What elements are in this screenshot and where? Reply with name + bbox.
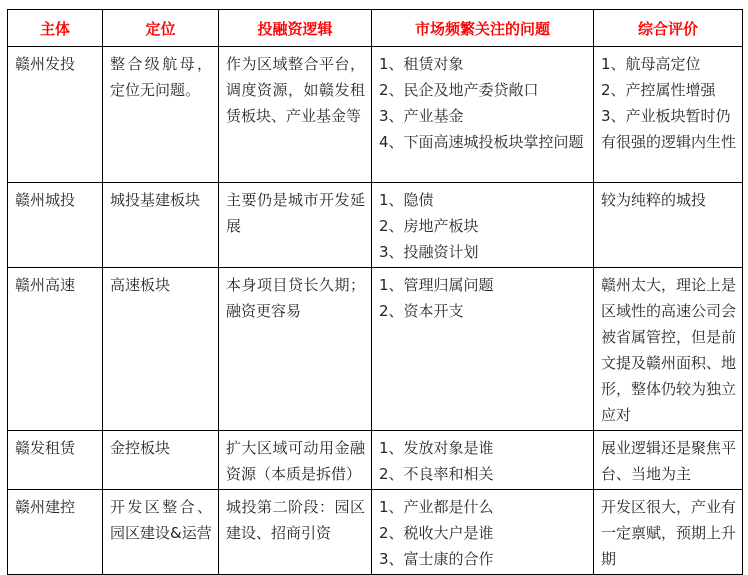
cell-overall-evaluation — [594, 431, 743, 490]
cell-subject: 赣州发投 — [8, 47, 103, 183]
question-item: 1、产业都是什么 — [379, 498, 494, 516]
evaluation-item: 开发区很大，产业有一定禀赋，预期上升期 — [601, 498, 737, 568]
cell-market-questions — [372, 183, 594, 268]
column-header-overall-evaluation: 综合评价 — [594, 10, 743, 47]
cell-positioning: 整合级航母，定位无问题。 — [103, 47, 219, 183]
evaluation-item: 较为纯粹的城投 — [601, 191, 707, 209]
cell-financing-logic: 本身项目贷长久期；融资更容易 — [219, 268, 372, 431]
table-row — [8, 47, 743, 183]
cell-subject: 赣州建控 — [8, 490, 103, 575]
column-header-market-questions: 市场频繁关注的问题 — [372, 10, 594, 47]
table-row — [8, 268, 743, 431]
review-table — [7, 9, 743, 575]
cell-financing-logic: 主要仍是城市开发延展 — [219, 183, 372, 268]
cell-subject: 赣发租赁 — [8, 431, 103, 490]
cell-positioning: 高速板块 — [103, 268, 219, 431]
cell-market-questions — [372, 490, 594, 575]
question-item: 1、管理归属问题 — [379, 276, 494, 294]
cell-financing-logic: 扩大区域可动用金融资源（本质是拆借） — [219, 431, 372, 490]
column-header-financing-logic: 投融资逻辑 — [219, 10, 372, 47]
cell-financing-logic: 作为区域整合平台，调度资源，如赣发租赁板块、产业基金等 — [219, 47, 372, 183]
evaluation-item: 展业逻辑还是聚焦平台、当地为主 — [601, 439, 737, 483]
question-item: 2、税收大户是谁 — [379, 524, 494, 542]
evaluation-item: 2、产控属性增强 — [601, 81, 716, 99]
table-row — [8, 183, 743, 268]
cell-market-questions — [372, 268, 594, 431]
question-item: 2、不良率和相关 — [379, 465, 494, 483]
question-item: 2、民企及地产委贷敞口 — [379, 81, 539, 99]
cell-overall-evaluation — [594, 490, 743, 575]
cell-overall-evaluation — [594, 268, 743, 431]
cell-subject: 赣州城投 — [8, 183, 103, 268]
question-item: 1、发放对象是谁 — [379, 439, 494, 457]
question-item: 3、产业基金 — [379, 107, 464, 125]
cell-market-questions — [372, 431, 594, 490]
cell-financing-logic: 城投第二阶段：园区建设、招商引资 — [219, 490, 372, 575]
column-header-subject: 主体 — [8, 10, 103, 47]
cell-subject: 赣州高速 — [8, 268, 103, 431]
cell-positioning: 金控板块 — [103, 431, 219, 490]
evaluation-item: 赣州太大，理论上是区域性的高速公司会被省属管控，但是前文提及赣州面积、地形，整体仍较为独立应对 — [601, 276, 737, 424]
question-item: 3、富士康的合作 — [379, 550, 494, 568]
question-item: 4、下面高速城投板块掌控问题 — [379, 133, 584, 151]
evaluation-item: 3、产业板块暂时仍有很强的逻辑内生性 — [601, 107, 737, 151]
question-item: 1、租赁对象 — [379, 55, 464, 73]
cell-overall-evaluation — [594, 47, 743, 183]
table-row — [8, 490, 743, 575]
question-item: 2、资本开支 — [379, 302, 464, 320]
cell-positioning: 城投基建板块 — [103, 183, 219, 268]
question-item: 3、投融资计划 — [379, 243, 479, 261]
cell-positioning: 开发区整合、园区建设&运营 — [103, 490, 219, 575]
table-row — [8, 431, 743, 490]
question-item: 1、隐债 — [379, 191, 434, 209]
table-header-row — [8, 10, 743, 47]
column-header-positioning: 定位 — [103, 10, 219, 47]
cell-market-questions — [372, 47, 594, 183]
question-item: 2、房地产板块 — [379, 217, 479, 235]
evaluation-item: 1、航母高定位 — [601, 55, 701, 73]
cell-overall-evaluation — [594, 183, 743, 268]
